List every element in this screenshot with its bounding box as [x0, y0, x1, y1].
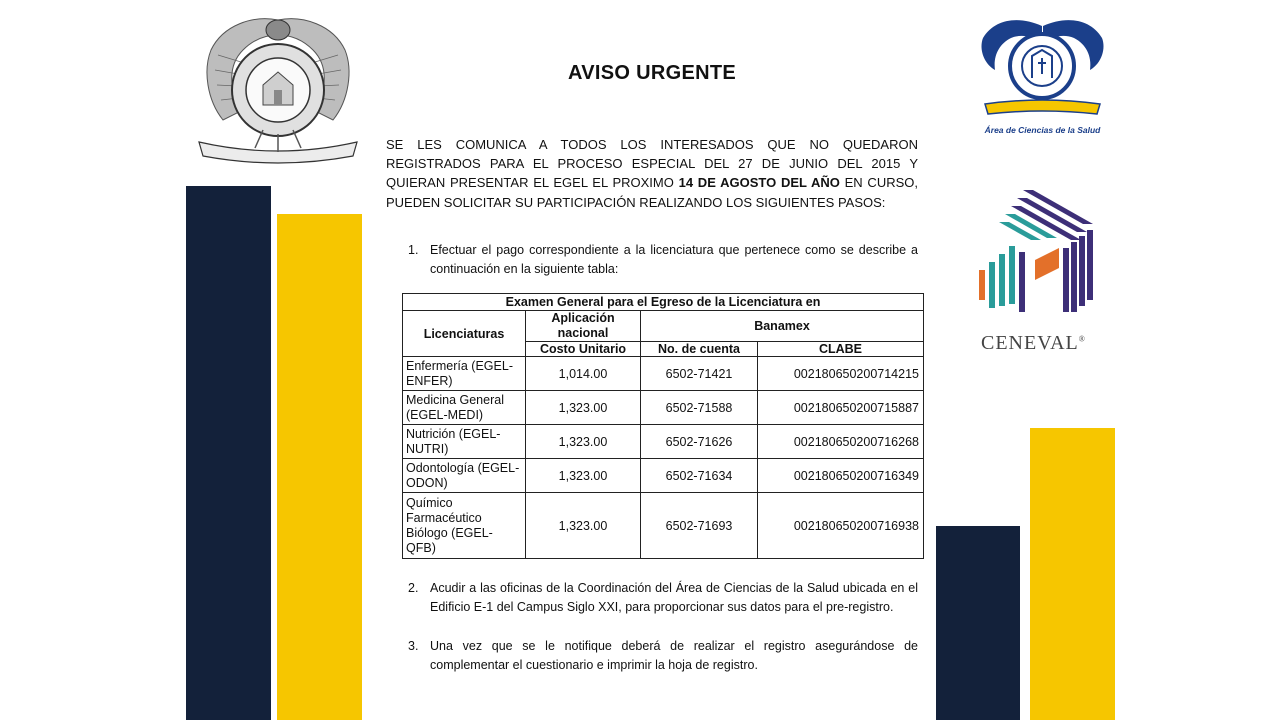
ceneval-wordmark: CENEVAL® [981, 332, 1086, 354]
intro-date-bold: 14 DE AGOSTO DEL AÑO [678, 175, 840, 191]
step-number: 1. [408, 243, 419, 257]
intro-paragraph: SE LES COMUNICA A TODOS LOS INTERESADOS QUE NO QUEDARON REGISTRADOS PARA EL PROCESO ESPECIAL DEL 27 DE JUNIO DEL 2015 Y QUIERAN PRESENTAR EL EGEL EL PROXIMO 14 DE AGOSTO DEL AÑO EN CURSO, PUEDEN SOLICITAR SU PARTICIPACIÓN REALIZANDO LOS SIGUIENTES PASOS: [386, 137, 918, 210]
row-name: Nutrición (EGEL-NUTRI) [403, 425, 526, 459]
header-costo: Costo Unitario [526, 342, 641, 357]
step-text: Una vez que se le notifique deberá de realizar el registro asegurándose de complementar el cuestionario e imprimir la hoja de registro. [430, 639, 918, 672]
header-banamex: Banamex [641, 311, 924, 342]
table-row [403, 459, 924, 493]
header-clabe: CLABE [758, 342, 924, 357]
row-account: 6502-71693 [641, 493, 758, 559]
ceneval-cube-icon [975, 190, 1110, 330]
health-sciences-caption: Área de Ciencias de la Salud [984, 125, 1101, 135]
step-3 [408, 637, 918, 674]
row-cost: 1,323.00 [526, 493, 641, 559]
row-name: Químico Farmacéutico Biólogo (EGEL-QFB) [403, 493, 526, 559]
row-cost: 1,323.00 [526, 391, 641, 425]
row-cost: 1,014.00 [526, 357, 641, 391]
row-clabe: 002180650200716268 [758, 425, 924, 459]
header-licenciaturas: Licenciaturas [403, 311, 526, 357]
row-cost: 1,323.00 [526, 425, 641, 459]
step-number: 2. [408, 581, 419, 595]
row-name: Enfermería (EGEL-ENFER) [403, 357, 526, 391]
table-caption: Examen General para el Egreso de la Licenciatura en [403, 294, 924, 311]
row-name: Medicina General (EGEL-MEDI) [403, 391, 526, 425]
uaz-seal-logo [193, 10, 363, 165]
row-clabe: 002180650200716349 [758, 459, 924, 493]
fee-table [402, 293, 924, 559]
step-number: 3. [408, 639, 419, 653]
step-text: Efectuar el pago correspondiente a la licenciatura que pertenece como se describe a continuación en la siguiente tabla: [430, 243, 918, 276]
row-cost: 1,323.00 [526, 459, 641, 493]
step-1 [408, 241, 918, 278]
header-cuenta: No. de cuenta [641, 342, 758, 357]
row-account: 6502-71626 [641, 425, 758, 459]
navy-bar-left [186, 186, 271, 720]
table-row [403, 357, 924, 391]
uaz-health-sciences-logo [975, 8, 1110, 143]
row-clabe: 002180650200715887 [758, 391, 924, 425]
gold-bar-right [1030, 428, 1115, 720]
row-clabe: 002180650200714215 [758, 357, 924, 391]
row-account: 6502-71421 [641, 357, 758, 391]
step-text: Acudir a las oficinas de la Coordinación del Área de Ciencias de la Salud ubicada en el Edificio E-1 del Campus Siglo XXI, para proporcionar sus datos para el pre-registro. [430, 581, 918, 614]
row-name: Odontología (EGEL-ODON) [403, 459, 526, 493]
row-account: 6502-71634 [641, 459, 758, 493]
gold-bar-left [277, 214, 362, 720]
navy-bar-right [936, 526, 1020, 720]
table-row [403, 391, 924, 425]
ceneval-logo [975, 190, 1110, 360]
row-account: 6502-71588 [641, 391, 758, 425]
step-2 [408, 579, 918, 616]
header-aplicacion: Aplicación nacional [526, 311, 641, 342]
page-title: AVISO URGENTE [568, 62, 736, 84]
eagle-seal-blue-icon [975, 8, 1110, 123]
row-clabe: 002180650200716938 [758, 493, 924, 559]
table-row [403, 425, 924, 459]
eagle-seal-icon [193, 10, 363, 165]
table-row [403, 493, 924, 559]
